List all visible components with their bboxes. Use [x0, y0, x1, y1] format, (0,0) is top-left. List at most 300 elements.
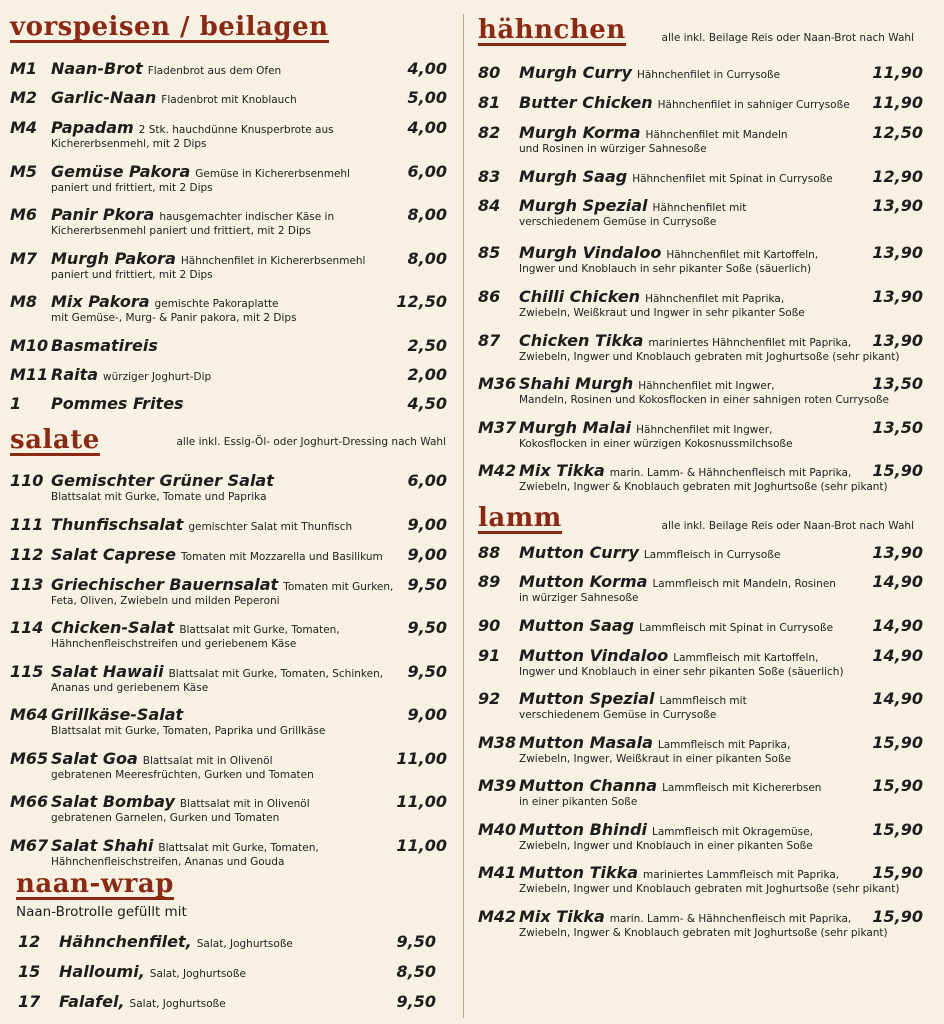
item-number: 85	[478, 243, 501, 262]
item-body	[59, 992, 226, 1011]
item-price: 9,50	[396, 932, 436, 951]
section-title-naanwrap: naan-wrap	[16, 869, 174, 899]
item-name: Mutton Korma	[519, 572, 648, 591]
item-name: Salat Bombay	[51, 792, 175, 811]
item-line	[519, 863, 899, 882]
item-line	[519, 907, 888, 926]
item-name: Halloumi,	[59, 962, 145, 981]
item-description: Blattsalat mit Gurke, Tomaten,	[179, 624, 340, 636]
item-body	[519, 776, 821, 809]
item-line	[519, 646, 844, 665]
item-price: 15,90	[872, 776, 923, 795]
item-body	[519, 572, 836, 605]
item-description-continued: Kichererbsenmehl, mit 2 Dips	[51, 138, 207, 150]
item-price: 13,90	[872, 243, 923, 262]
item-line	[519, 196, 746, 215]
item-line	[51, 118, 334, 137]
item-line	[519, 776, 821, 795]
item-body	[519, 863, 899, 896]
item-body	[519, 374, 889, 407]
item-description: mariniertes Hähnchenfilet mit Paprika,	[648, 337, 852, 349]
item-name: Mix Tikka	[519, 907, 605, 926]
item-price: 15,90	[872, 461, 923, 480]
item-number: 89	[478, 572, 501, 591]
item-line	[519, 63, 780, 82]
item-name: Mutton Saag	[519, 616, 635, 635]
item-name: Grillkäse-Salat	[51, 705, 184, 724]
item-name: Falafel,	[59, 992, 125, 1011]
item-number: M65	[10, 749, 49, 768]
item-price: 15,90	[872, 863, 923, 882]
item-price: 12,90	[872, 167, 923, 186]
item-description: Tomaten mit Gurken,	[283, 581, 394, 593]
item-description: Fladenbrot aus dem Ofen	[147, 65, 282, 77]
item-price: 13,50	[872, 418, 923, 437]
item-name: Papadam	[51, 118, 134, 137]
item-description: Hähnchenfilet mit Paprika,	[645, 293, 785, 305]
item-description: würziger Joghurt-Dip	[103, 371, 212, 383]
item-description: Gemüse in Kichererbsenmehl	[195, 168, 350, 180]
section-note-lamm: alle inkl. Beilage Reis oder Naan-Brot nach Wahl	[661, 520, 914, 532]
item-price: 8,00	[407, 205, 447, 224]
item-number: M11	[10, 365, 49, 384]
item-line	[519, 418, 793, 437]
item-number: 113	[10, 575, 44, 594]
item-line	[51, 471, 274, 490]
item-description-continued: verschiedenem Gemüse in Currysoße	[519, 709, 717, 721]
item-name: Mutton Masala	[519, 733, 653, 752]
item-description: marin. Lamm- & Hähnchenfleisch mit Paprika,	[609, 467, 852, 479]
item-body	[519, 616, 833, 635]
section-title-haehnchen: hähnchen	[478, 15, 626, 45]
section-vorspeisen-header	[10, 12, 460, 45]
item-number: M66	[10, 792, 49, 811]
item-price: 12,50	[396, 292, 447, 311]
item-line	[51, 292, 297, 311]
section-title-salate: salate	[10, 425, 100, 455]
item-line	[519, 733, 791, 752]
item-line	[519, 243, 818, 262]
item-price: 9,00	[407, 705, 447, 724]
item-number: 90	[478, 616, 501, 635]
item-description-continued: gebratenen Garnelen, Gurken und Tomaten	[51, 812, 280, 824]
item-line	[51, 792, 310, 811]
item-body	[51, 394, 184, 413]
item-description-continued: Zwiebeln, Weißkraut und Ingwer in sehr pikanter Soße	[519, 307, 805, 319]
item-name: Salat Hawaii	[51, 662, 164, 681]
item-name: Mutton Vindaloo	[519, 646, 669, 665]
item-price: 6,00	[407, 471, 447, 490]
item-description-continued: Hähnchenfleischstreifen und geriebenem Käse	[51, 638, 297, 650]
section-naanwrap-header	[16, 869, 460, 902]
item-number: 80	[478, 63, 501, 82]
item-body	[51, 118, 334, 151]
item-body	[519, 63, 780, 82]
item-number: M67	[10, 836, 49, 855]
item-body	[51, 205, 334, 238]
item-body	[51, 249, 365, 282]
item-line	[51, 662, 383, 681]
item-name: Murgh Malai	[519, 418, 632, 437]
item-price: 11,00	[396, 836, 447, 855]
item-name: Murgh Vindaloo	[519, 243, 662, 262]
item-body	[519, 689, 747, 722]
item-number: M42	[478, 461, 517, 480]
item-number: 112	[10, 545, 44, 564]
item-name: Naan-Brot	[51, 59, 143, 78]
item-body	[51, 59, 281, 78]
item-description: Hähnchenfilet mit Spinat in Currysoße	[632, 173, 833, 185]
item-description-continued: Feta, Oliven, Zwiebeln und milden Peperoni	[51, 595, 280, 607]
item-description: Lammfleisch mit Mandeln, Rosinen	[652, 578, 836, 590]
item-number: 92	[478, 689, 501, 708]
item-description: Blattsalat mit Gurke, Tomaten, Schinken,	[168, 668, 384, 680]
item-body	[51, 618, 340, 651]
item-price: 9,50	[407, 618, 447, 637]
item-description: Hähnchenfilet mit	[652, 202, 747, 214]
item-line	[519, 167, 833, 186]
item-price: 9,50	[407, 662, 447, 681]
item-line	[51, 515, 352, 534]
item-description-continued: Kichererbsenmehl paniert und frittiert, mit 2 Dips	[51, 225, 312, 237]
item-number: 88	[478, 543, 501, 562]
item-price: 11,00	[396, 792, 447, 811]
section-lamm-header	[478, 503, 914, 536]
item-description-continued: Zwiebeln, Ingwer & Knoblauch gebraten mit Joghurtsoße (sehr pikant)	[519, 927, 888, 939]
item-description-continued: in würziger Sahnesoße	[519, 592, 639, 604]
item-description-continued: paniert und frittiert, mit 2 Dips	[51, 269, 213, 281]
naanwrap-intro: Naan-Brotrolle gefüllt mit	[16, 904, 187, 920]
item-description: Lammfleisch mit Kartoffeln,	[673, 652, 819, 664]
item-body	[59, 932, 293, 951]
section-haehnchen-header	[478, 15, 914, 48]
item-number: 81	[478, 93, 501, 112]
item-description-continued: Ananas und geriebenem Käse	[51, 682, 209, 694]
item-number: 111	[10, 515, 44, 534]
item-description: Salat, Joghurtsoße	[196, 938, 293, 950]
item-name: Murgh Korma	[519, 123, 641, 142]
item-description: Salat, Joghurtsoße	[149, 968, 246, 980]
item-description-continued: Zwiebeln, Ingwer, Weißkraut in einer pikanten Soße	[519, 753, 792, 765]
item-description: mariniertes Lammfleisch mit Paprika,	[643, 869, 840, 881]
item-price: 14,90	[872, 572, 923, 591]
column-divider	[463, 14, 464, 1018]
item-price: 13,50	[872, 374, 923, 393]
item-line	[519, 461, 888, 480]
item-name: Panir Pkora	[51, 205, 155, 224]
item-price: 4,00	[407, 59, 447, 78]
item-line	[519, 331, 899, 350]
item-description-continued: und Rosinen in würziger Sahnesoße	[519, 143, 707, 155]
item-line	[51, 749, 314, 768]
item-name: Salat Caprese	[51, 545, 176, 564]
item-description-continued: gebratenen Meeresfrüchten, Gurken und Tomaten	[51, 769, 314, 781]
item-number: M5	[10, 162, 38, 181]
item-body	[519, 646, 844, 679]
item-name: Chicken Tikka	[519, 331, 644, 350]
item-name: Salat Shahi	[51, 836, 154, 855]
item-description-continued: mit Gemüse-, Murg- & Panir pakora, mit 2 Dips	[51, 312, 297, 324]
item-body	[51, 336, 158, 355]
item-number: 12	[18, 932, 41, 951]
item-line	[59, 932, 293, 951]
item-description-continued: verschiedenem Gemüse in Currysoße	[519, 216, 717, 228]
item-number: M8	[10, 292, 38, 311]
item-price: 15,90	[872, 733, 923, 752]
section-title-vorspeisen: vorspeisen / beilagen	[10, 12, 329, 42]
item-price: 2,50	[407, 336, 447, 355]
item-number: M37	[478, 418, 517, 437]
item-price: 8,50	[396, 962, 436, 981]
item-line	[519, 123, 788, 142]
item-name: Mutton Spezial	[519, 689, 655, 708]
item-number: M4	[10, 118, 38, 137]
item-name: Chilli Chicken	[519, 287, 641, 306]
item-description-continued: paniert und frittiert, mit 2 Dips	[51, 182, 213, 194]
item-number: 83	[478, 167, 501, 186]
item-name: Mix Tikka	[519, 461, 605, 480]
item-number: M7	[10, 249, 38, 268]
item-line	[51, 162, 350, 181]
item-price: 4,50	[407, 394, 447, 413]
item-line	[51, 336, 158, 355]
item-price: 15,90	[872, 820, 923, 839]
item-line	[519, 820, 813, 839]
item-description: gemischte Pakoraplatte	[154, 298, 279, 310]
item-number: M36	[478, 374, 517, 393]
item-description: Lammfleisch mit	[659, 695, 747, 707]
item-body	[59, 962, 246, 981]
item-number: 1	[10, 394, 22, 413]
item-name: Mix Pakora	[51, 292, 150, 311]
item-name: Gemüse Pakora	[51, 162, 191, 181]
item-price: 13,90	[872, 543, 923, 562]
item-body	[519, 543, 780, 562]
item-name: Garlic-Naan	[51, 88, 157, 107]
item-description: Hähnchenfilet mit Ingwer,	[636, 424, 773, 436]
item-price: 11,90	[872, 63, 923, 82]
item-body	[51, 705, 325, 738]
item-number: M6	[10, 205, 38, 224]
item-number: M64	[10, 705, 49, 724]
item-description: Hähnchenfilet mit Ingwer,	[638, 380, 775, 392]
item-price: 14,90	[872, 689, 923, 708]
item-price: 11,00	[396, 749, 447, 768]
item-price: 11,90	[872, 93, 923, 112]
item-name: Salat Goa	[51, 749, 138, 768]
item-line	[519, 543, 780, 562]
item-name: Hähnchenfilet,	[59, 932, 192, 951]
item-body	[51, 515, 352, 534]
item-description-continued: Zwiebeln, Ingwer und Knoblauch in einer pikanten Soße	[519, 840, 813, 852]
item-line	[519, 93, 850, 112]
item-description: Hähnchenfilet in Kichererbsenmehl	[180, 255, 366, 267]
item-name: Butter Chicken	[519, 93, 653, 112]
item-description-continued: Mandeln, Rosinen und Kokosflocken in einer sahnigen roten Currysoße	[519, 394, 889, 406]
item-line	[51, 836, 319, 855]
section-salate-header	[10, 425, 446, 458]
item-name: Raita	[51, 365, 99, 384]
item-description: Hähnchenfilet mit Mandeln	[645, 129, 788, 141]
item-body	[51, 365, 211, 384]
item-line	[51, 249, 365, 268]
item-description: Blattsalat mit Gurke, Tomaten,	[158, 842, 319, 854]
item-number: M39	[478, 776, 517, 795]
item-number: 82	[478, 123, 501, 142]
item-body	[51, 836, 319, 869]
item-body	[51, 545, 383, 564]
item-body	[519, 733, 791, 766]
item-description-continued: Hähnchenfleischstreifen, Ananas und Gouda	[51, 856, 285, 868]
item-name: Shahi Murgh	[519, 374, 634, 393]
item-body	[519, 123, 788, 156]
item-line	[519, 616, 833, 635]
item-body	[51, 575, 393, 608]
item-price: 9,00	[407, 515, 447, 534]
item-body	[51, 162, 350, 195]
item-body	[51, 292, 297, 325]
item-price: 5,00	[407, 88, 447, 107]
item-body	[519, 196, 746, 229]
item-number: 86	[478, 287, 501, 306]
item-description-continued: Zwiebeln, Ingwer & Knoblauch gebraten mit Joghurtsoße (sehr pikant)	[519, 481, 888, 493]
item-description: Hähnchenfilet in sahniger Currysoße	[657, 99, 850, 111]
item-description: Hähnchenfilet mit Kartoffeln,	[666, 249, 819, 261]
item-number: 115	[10, 662, 44, 681]
item-name: Mutton Curry	[519, 543, 639, 562]
item-description: hausgemachter indischer Käse in	[159, 211, 335, 223]
item-body	[51, 792, 310, 825]
item-name: Chicken-Salat	[51, 618, 175, 637]
item-line	[519, 374, 889, 393]
item-name: Pommes Frites	[51, 394, 184, 413]
item-description: Lammfleisch mit Paprika,	[657, 739, 791, 751]
item-name: Murgh Pakora	[51, 249, 176, 268]
item-body	[519, 418, 793, 451]
item-description: Lammfleisch mit Spinat in Currysoße	[639, 622, 834, 634]
item-price: 9,50	[407, 575, 447, 594]
section-note-haehnchen: alle inkl. Beilage Reis oder Naan-Brot nach Wahl	[661, 32, 914, 44]
item-name: Thunfischsalat	[51, 515, 184, 534]
section-note-salate: alle inkl. Essig-Öl- oder Joghurt-Dressing nach Wahl	[176, 436, 446, 448]
item-description: Tomaten mit Mozzarella und Basilikum	[180, 551, 383, 563]
item-number: M40	[478, 820, 517, 839]
item-body	[51, 749, 314, 782]
item-description-continued: Ingwer und Knoblauch in einer sehr pikanten Soße (säuerlich)	[519, 666, 844, 678]
item-price: 9,00	[407, 545, 447, 564]
item-description-continued: Blattsalat mit Gurke, Tomate und Paprika	[51, 491, 267, 503]
section-title-lamm: lamm	[478, 503, 562, 533]
item-line	[519, 689, 747, 708]
item-line	[51, 59, 281, 78]
item-number: 15	[18, 962, 41, 981]
item-body	[519, 907, 888, 940]
item-name: Mutton Tikka	[519, 863, 639, 882]
item-description: Hähnchenfilet in Currysoße	[636, 69, 781, 81]
item-line	[519, 572, 836, 591]
item-number: M10	[10, 336, 49, 355]
item-description-continued: Zwiebeln, Ingwer und Knoblauch gebraten mit Joghurtsoße (sehr pikant)	[519, 883, 900, 895]
item-number: M2	[10, 88, 38, 107]
item-price: 13,90	[872, 196, 923, 215]
item-number: 84	[478, 196, 501, 215]
item-name: Mutton Bhindi	[519, 820, 647, 839]
item-number: M42	[478, 907, 517, 926]
item-price: 6,00	[407, 162, 447, 181]
item-line	[51, 545, 383, 564]
item-name: Murgh Saag	[519, 167, 628, 186]
item-description: Salat, Joghurtsoße	[129, 998, 226, 1010]
item-price: 8,00	[407, 249, 447, 268]
item-price: 4,00	[407, 118, 447, 137]
item-name: Mutton Channa	[519, 776, 658, 795]
item-name: Griechischer Bauernsalat	[51, 575, 279, 594]
item-description: marin. Lamm- & Hähnchenfleisch mit Paprika,	[609, 913, 852, 925]
item-price: 14,90	[872, 616, 923, 635]
item-description-continued: Ingwer und Knoblauch in sehr pikanter Soße (säuerlich)	[519, 263, 812, 275]
item-number: 110	[10, 471, 44, 490]
item-line	[51, 575, 393, 594]
item-line	[51, 205, 334, 224]
item-line	[51, 618, 340, 637]
item-description: 2 Stk. hauchdünne Knusperbrote aus	[138, 124, 334, 136]
item-line	[519, 287, 805, 306]
item-name: Murgh Curry	[519, 63, 632, 82]
item-description: Blattsalat mit in Olivenöl	[179, 798, 310, 810]
item-description: Fladenbrot mit Knoblauch	[161, 94, 297, 106]
item-description: Lammfleisch mit Kichererbsen	[662, 782, 822, 794]
item-description-continued: Kokosflocken in einer würzigen Kokosnussmilchsoße	[519, 438, 793, 450]
item-body	[519, 461, 888, 494]
item-body	[51, 88, 297, 107]
item-price: 9,50	[396, 992, 436, 1011]
item-body	[51, 662, 383, 695]
item-body	[519, 820, 813, 853]
item-line	[51, 394, 184, 413]
item-description-continued: in einer pikanten Soße	[519, 796, 638, 808]
item-number: M1	[10, 59, 38, 78]
item-name: Gemischter Grüner Salat	[51, 471, 274, 490]
item-description: Blattsalat mit in Olivenöl	[142, 755, 273, 767]
item-description: Lammfleisch in Currysoße	[643, 549, 781, 561]
item-price: 13,90	[872, 331, 923, 350]
item-body	[51, 471, 274, 504]
item-description: gemischter Salat mit Thunfisch	[188, 521, 353, 533]
item-price: 12,50	[872, 123, 923, 142]
item-price: 2,00	[407, 365, 447, 384]
item-number: M38	[478, 733, 517, 752]
item-description-continued: Zwiebeln, Ingwer und Knoblauch gebraten mit Joghurtsoße (sehr pikant)	[519, 351, 900, 363]
item-price: 13,90	[872, 287, 923, 306]
item-price: 15,90	[872, 907, 923, 926]
item-body	[519, 93, 850, 112]
item-price: 14,90	[872, 646, 923, 665]
item-number: 87	[478, 331, 501, 350]
item-number: 91	[478, 646, 501, 665]
item-line	[59, 962, 246, 981]
item-line	[51, 365, 211, 384]
item-body	[519, 167, 833, 186]
item-number: 114	[10, 618, 44, 637]
item-line	[59, 992, 226, 1011]
item-name: Basmatireis	[51, 336, 158, 355]
item-name: Murgh Spezial	[519, 196, 648, 215]
item-description: Lammfleisch mit Okragemüse,	[651, 826, 813, 838]
item-line	[51, 88, 297, 107]
item-body	[519, 287, 805, 320]
item-number: M41	[478, 863, 517, 882]
item-body	[519, 331, 899, 364]
